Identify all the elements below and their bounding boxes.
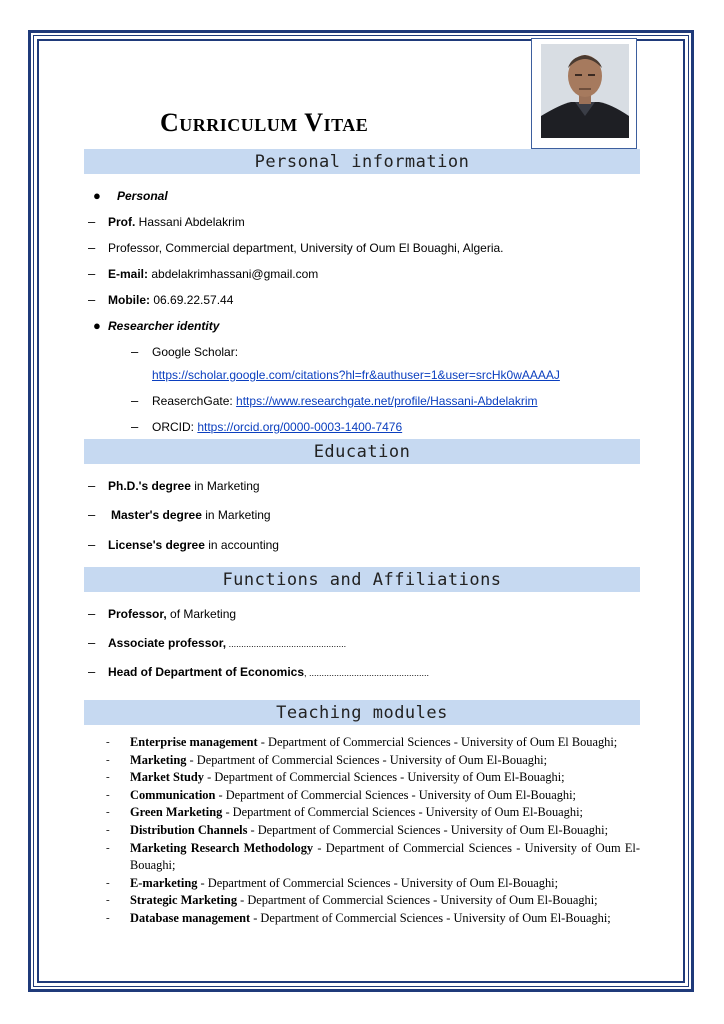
dash-icon: – (131, 393, 139, 408)
google-scholar-label: Google Scholar: (152, 345, 239, 359)
dash-icon: - (106, 876, 110, 889)
dash-icon: - (106, 753, 110, 766)
mobile-value: 06.69.22.57.44 (150, 293, 234, 307)
section-header-personal-information: Personal information (84, 149, 640, 174)
module-name: Distribution Channels (130, 822, 248, 837)
researcher-heading: Researcher identity (108, 319, 220, 333)
list-item (106, 752, 640, 770)
module-detail: - Department of Commercial Sciences - University of Oum El-Bouaghi; (204, 770, 565, 785)
list-item (106, 875, 640, 893)
dash-icon: – (88, 606, 96, 621)
dash-icon: - (106, 911, 110, 924)
researchgate-link[interactable]: https://www.researchgate.net/profile/Hassani-Abdelakrim (236, 394, 538, 408)
dash-icon: - (106, 736, 110, 748)
module-name: Database management (130, 910, 251, 925)
module-detail: - Department of Commercial Sciences - University of Oum El-Bouaghi; (250, 910, 611, 925)
module-name: Marketing (130, 752, 187, 767)
degree-name: Master's degree (111, 508, 202, 522)
function-detail: of Marketing (166, 607, 237, 621)
google-scholar-link[interactable]: https://scholar.google.com/citations?hl=fr&authuser=1&user=srcHk0wAAAAJ (152, 368, 560, 382)
degree-field: in Marketing (190, 479, 260, 493)
dash-icon: – (131, 419, 139, 434)
dash-icon: – (88, 537, 96, 552)
mobile-line (108, 292, 233, 308)
orcid-link[interactable]: https://orcid.org/0000-0003-1400-7476 (197, 420, 403, 434)
function-role: Associate professor, (108, 636, 227, 650)
dash-icon: – (88, 664, 96, 679)
dash-icon: – (88, 214, 96, 229)
function-item (108, 664, 429, 681)
module-detail: - Department of Commercial Sciences - University of Oum El-Bouaghi; (237, 893, 598, 908)
module-name: E-marketing (130, 875, 198, 890)
function-item (108, 635, 346, 652)
section-header-teaching: Teaching modules (84, 700, 640, 725)
position-text: Professor, Commercial department, University of Oum El Bouaghi, Algeria. (108, 241, 504, 255)
module-name: Communication (130, 787, 216, 802)
module-detail: - Department of Commercial Sciences - University of Oum El-Bouaghi; (247, 822, 609, 837)
degree-name: License's degree (108, 538, 205, 552)
function-role: Head of Department of Economics (108, 665, 305, 679)
email-value: abdelakrimhassani@gmail.com (148, 267, 319, 281)
module-name: Marketing Research Methodology (130, 840, 314, 855)
module-detail: - Department of Commercial Sciences - University of Oum El-Bouaghi; (130, 840, 640, 873)
teaching-modules-list (106, 734, 640, 928)
degree-name: Ph.D.'s degree (108, 479, 191, 493)
mobile-label: Mobile: (108, 293, 150, 307)
module-detail: - Department of Commercial Sciences - University of Oum El Bouaghi; (257, 735, 618, 749)
dash-icon: – (88, 292, 96, 307)
module-detail: - Department of Commercial Sciences - University of Oum El-Bouaghi; (215, 787, 576, 802)
dash-icon: – (88, 266, 96, 281)
orcid-label: ORCID: (152, 420, 198, 434)
email-label: E-mail: (108, 267, 149, 281)
name-line (108, 214, 245, 230)
dash-icon: – (88, 635, 96, 650)
function-detail: ............................................... (226, 639, 347, 649)
personal-heading: Personal (117, 189, 168, 203)
dash-icon: - (106, 806, 110, 819)
orcid-line (152, 419, 402, 435)
researchgate-label: ReaserchGate: (152, 394, 237, 408)
list-item (106, 769, 640, 787)
dash-icon: - (106, 788, 110, 801)
list-item (106, 840, 640, 875)
function-item (108, 606, 236, 622)
education-item (108, 537, 279, 553)
module-detail: - Department of Commercial Sciences - University of Oum El-Bouaghi; (197, 875, 559, 890)
section-header-functions: Functions and Affiliations (84, 567, 640, 592)
function-role: Professor, (108, 607, 167, 621)
list-item (106, 892, 640, 910)
list-item (106, 822, 640, 840)
email-line (108, 266, 318, 282)
section-header-education: Education (84, 439, 640, 464)
dash-icon: - (106, 823, 110, 836)
dash-icon: - (106, 894, 110, 907)
researchgate-line (152, 393, 538, 409)
dash-icon: – (88, 240, 96, 255)
module-detail: - Department of Commercial Sciences - University of Oum El-Bouaghi; (186, 752, 548, 767)
module-name: Market Study (130, 770, 204, 785)
list-item (106, 910, 640, 928)
name-value: Hassani Abdelakrim (135, 215, 245, 229)
list-item (106, 804, 640, 822)
dash-icon: – (88, 478, 96, 493)
function-detail: , ................................................ (304, 668, 430, 678)
profile-photo (541, 44, 629, 138)
degree-field: in accounting (204, 538, 279, 552)
dash-icon: – (131, 344, 139, 359)
module-name: Strategic Marketing (130, 893, 238, 908)
list-item (106, 734, 640, 752)
dash-icon: - (106, 771, 110, 784)
module-detail: - Department of Commercial Sciences - University of Oum El-Bouaghi; (222, 805, 583, 820)
cv-title: Curriculum Vitae (160, 108, 369, 137)
dash-icon: – (88, 507, 96, 522)
module-name: Green Marketing (130, 805, 223, 820)
degree-field: in Marketing (201, 508, 271, 522)
education-item (111, 507, 271, 523)
dash-icon: - (106, 841, 110, 854)
bullet-icon: ● (93, 188, 101, 203)
bullet-icon: ● (93, 318, 101, 333)
module-name: Enterprise management (130, 735, 258, 749)
list-item (106, 787, 640, 805)
education-item (108, 478, 260, 494)
name-label: Prof. (108, 215, 136, 229)
